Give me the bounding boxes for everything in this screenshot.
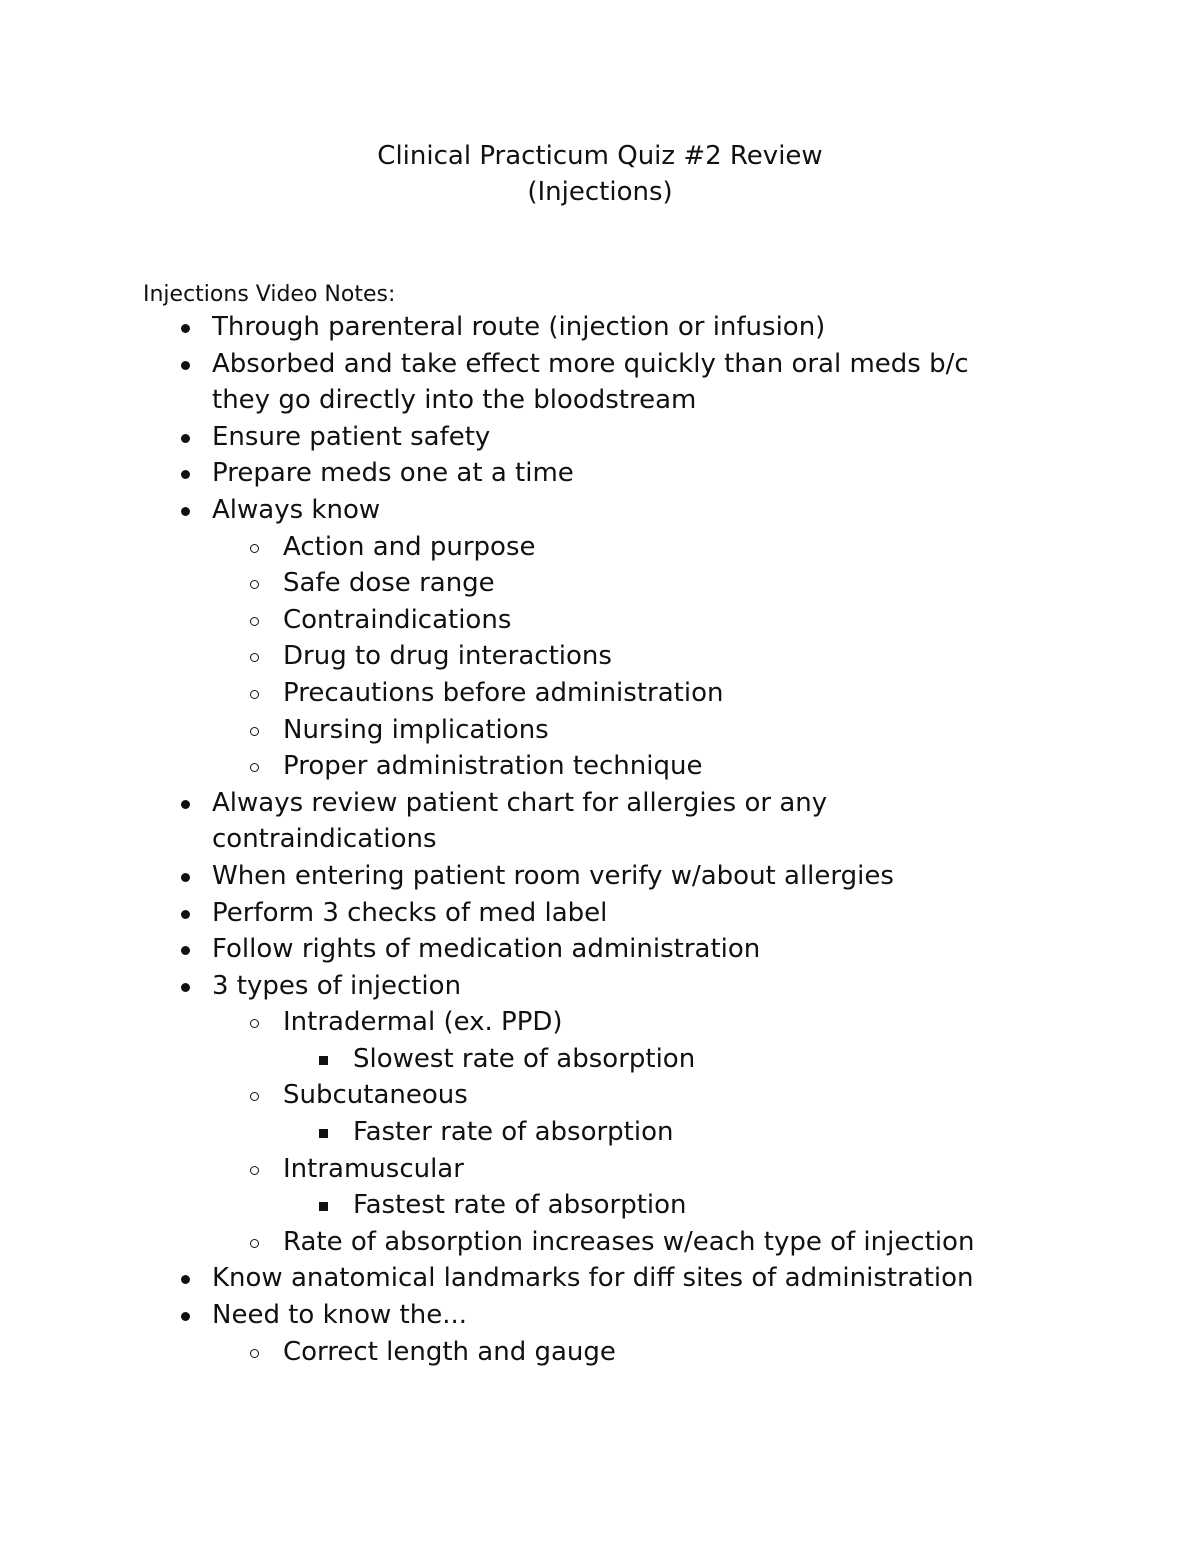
notes-list (0, 309, 1200, 1370)
list-item (0, 1297, 1200, 1334)
sub-list-item (0, 565, 1200, 602)
list-item (0, 858, 1200, 895)
list-item-text: Drug to drug interactions (283, 641, 612, 672)
sub-list-item (0, 1334, 1200, 1371)
list-item (0, 895, 1200, 932)
hollow-bullet-icon (250, 1239, 259, 1248)
sub-list-item (0, 1151, 1200, 1188)
list-item-text: 3 types of injection (212, 970, 462, 1001)
filled-bullet-icon (181, 800, 190, 809)
filled-bullet-icon (181, 434, 190, 443)
list-item-text: Always know (212, 494, 381, 525)
hollow-bullet-icon (250, 1166, 259, 1175)
square-bullet-icon (319, 1202, 328, 1211)
list-item-text: Precautions before administration (283, 677, 724, 708)
list-item-text: Follow rights of medication administration (212, 934, 761, 965)
list-item-text: Safe dose range (283, 568, 495, 599)
list-item-text: Absorbed and take effect more quickly than oral meds b/c (212, 348, 969, 379)
filled-bullet-icon (181, 324, 190, 333)
list-item-text: Contraindications (283, 604, 512, 635)
list-item-text: Perform 3 checks of med label (212, 897, 608, 928)
list-item-continuation (0, 821, 1200, 858)
list-item (0, 419, 1200, 456)
list-item-text: Correct length and gauge (283, 1336, 616, 1367)
list-item-text: Slowest rate of absorption (353, 1043, 696, 1074)
title-line-1: Clinical Practicum Quiz #2 Review (377, 141, 823, 171)
list-item (0, 455, 1200, 492)
square-bullet-icon (319, 1056, 328, 1065)
list-item-text: Intramuscular (283, 1153, 464, 1184)
sub-list-item (0, 675, 1200, 712)
list-item (0, 1260, 1200, 1297)
sub-sub-list-item (0, 1041, 1200, 1078)
list-item-text: contraindications (212, 824, 437, 855)
list-item (0, 346, 1200, 383)
list-item-text: Prepare meds one at a time (212, 458, 574, 489)
list-item (0, 968, 1200, 1005)
sub-list-item (0, 529, 1200, 566)
list-item (0, 785, 1200, 822)
list-item-text: Proper administration technique (283, 751, 703, 782)
filled-bullet-icon (181, 873, 190, 882)
hollow-bullet-icon (250, 690, 259, 699)
sub-sub-list-item (0, 1114, 1200, 1151)
filled-bullet-icon (181, 507, 190, 516)
list-item-text: Rate of absorption increases w/each type of injection (283, 1226, 975, 1257)
list-item-text: Know anatomical landmarks for diff sites of administration (212, 1263, 974, 1294)
filled-bullet-icon (181, 1312, 190, 1321)
sub-list-item (0, 712, 1200, 749)
square-bullet-icon (319, 1129, 328, 1138)
list-item-text: Faster rate of absorption (353, 1117, 674, 1148)
document-title (0, 138, 1200, 210)
list-item (0, 309, 1200, 346)
list-item-continuation (0, 382, 1200, 419)
list-item-text: they go directly into the bloodstream (212, 385, 697, 416)
sub-list-item (0, 748, 1200, 785)
hollow-bullet-icon (250, 727, 259, 736)
sub-list-item (0, 638, 1200, 675)
section-label: Injections Video Notes: (143, 282, 396, 307)
list-item (0, 931, 1200, 968)
sub-list-item (0, 1077, 1200, 1114)
filled-bullet-icon (181, 910, 190, 919)
list-item-text: Need to know the... (212, 1300, 468, 1331)
filled-bullet-icon (181, 361, 190, 370)
list-item (0, 492, 1200, 529)
list-item-text: Fastest rate of absorption (353, 1190, 687, 1221)
list-item-text: Ensure patient safety (212, 421, 491, 452)
sub-list-item (0, 1004, 1200, 1041)
list-item-text: Intradermal (ex. PPD) (283, 1007, 563, 1038)
sub-list-item (0, 602, 1200, 639)
sub-list-item (0, 1224, 1200, 1261)
sub-sub-list-item (0, 1187, 1200, 1224)
list-item-text: Action and purpose (283, 531, 536, 562)
filled-bullet-icon (181, 983, 190, 992)
list-item-text: Always review patient chart for allergies or any (212, 787, 828, 818)
list-item-text: Nursing implications (283, 714, 549, 745)
hollow-bullet-icon (250, 1349, 259, 1358)
title-line-2: (Injections) (527, 177, 673, 207)
hollow-bullet-icon (250, 544, 259, 553)
list-item-text: Through parenteral route (injection or infusion) (212, 312, 826, 342)
list-item-text: Subcutaneous (283, 1080, 468, 1111)
hollow-bullet-icon (250, 617, 259, 626)
list-item-text: When entering patient room verify w/about allergies (212, 860, 894, 891)
